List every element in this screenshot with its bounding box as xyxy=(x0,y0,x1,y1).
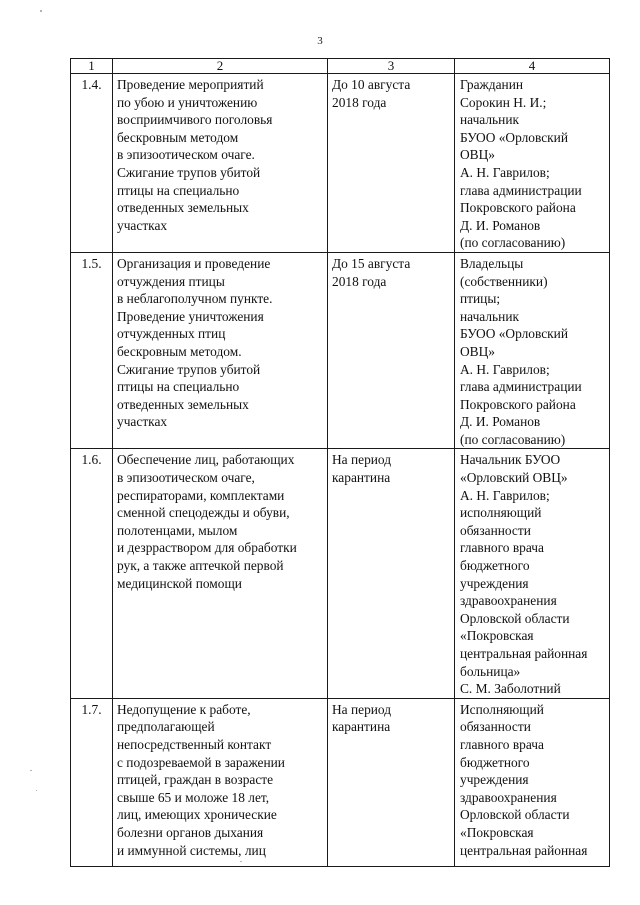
page-number: 3 xyxy=(317,35,323,47)
measure-text: Проведение мероприятий по убою и уничтожению восприимчивого поголовья бескровным методом в эпизоотическом очаге. Сжигание трупов убитой птицы на специально отведенных земельных участках xyxy=(113,74,328,253)
measure-responsible: Гражданин Сорокин Н. И.; начальник БУОО «Орловский ОВЦ» А. Н. Гаврилов; глава администрации Покровского района Д. И. Романов (по согласованию) xyxy=(455,74,610,253)
table-row xyxy=(71,252,610,449)
row-number: 1.7. xyxy=(71,698,113,866)
row-number: 1.5. xyxy=(71,252,113,449)
measure-text: Недопущение к работе, предполагающей непосредственный контакт с подозреваемой в заражении птицей, граждан в возрасте свыше 65 и моложе 18 лет, лиц, имеющих хронические болезни органов дыхания и иммунной системы, лиц xyxy=(113,698,328,866)
measure-deadline: До 15 августа 2018 года xyxy=(328,252,455,449)
table-row xyxy=(71,74,610,253)
scan-speck xyxy=(240,861,242,862)
header-col-1: 1 xyxy=(71,59,113,74)
table-row xyxy=(71,698,610,866)
header-col-3: 3 xyxy=(328,59,455,74)
table-row xyxy=(71,449,610,698)
row-number: 1.4. xyxy=(71,74,113,253)
measure-text: Организация и проведение отчуждения птицы в неблагополучном пункте. Проведение уничтожения отчужденных птиц бескровным методом. Сжигание трупов убитой птицы на специально отведенных земельных участках xyxy=(113,252,328,449)
measures-table xyxy=(70,58,610,867)
scan-speck xyxy=(36,790,37,791)
measure-deadline: На период карантина xyxy=(328,698,455,866)
measure-deadline: На период карантина xyxy=(328,449,455,698)
table-header-row xyxy=(71,59,610,74)
scan-speck xyxy=(30,770,32,771)
measure-deadline: До 10 августа 2018 года xyxy=(328,74,455,253)
header-col-4: 4 xyxy=(455,59,610,74)
measure-responsible: Исполняющий обязанности главного врача бюджетного учреждения здравоохранения Орловской области «Покровская центральная районная xyxy=(455,698,610,866)
measure-responsible: Владельцы (собственники) птицы; начальник БУОО «Орловский ОВЦ» А. Н. Гаврилов; глава администрации Покровского района Д. И. Романов (по согласованию) xyxy=(455,252,610,449)
header-col-2: 2 xyxy=(113,59,328,74)
measure-responsible: Начальник БУОО «Орловский ОВЦ» А. Н. Гаврилов; исполняющий обязанности главного врача бюджетного учреждения здравоохранения Орловской области «Покровская центральная районная больница» С. М. Заболотний xyxy=(455,449,610,698)
row-number: 1.6. xyxy=(71,449,113,698)
scan-speck xyxy=(40,10,42,12)
measure-text: Обеспечение лиц, работающих в эпизоотическом очаге, респираторами, комплектами сменной спецодежды и обуви, полотенцами, мылом и дезрраствором для обработки рук, а также аптечкой первой медицинской помощи xyxy=(113,449,328,698)
